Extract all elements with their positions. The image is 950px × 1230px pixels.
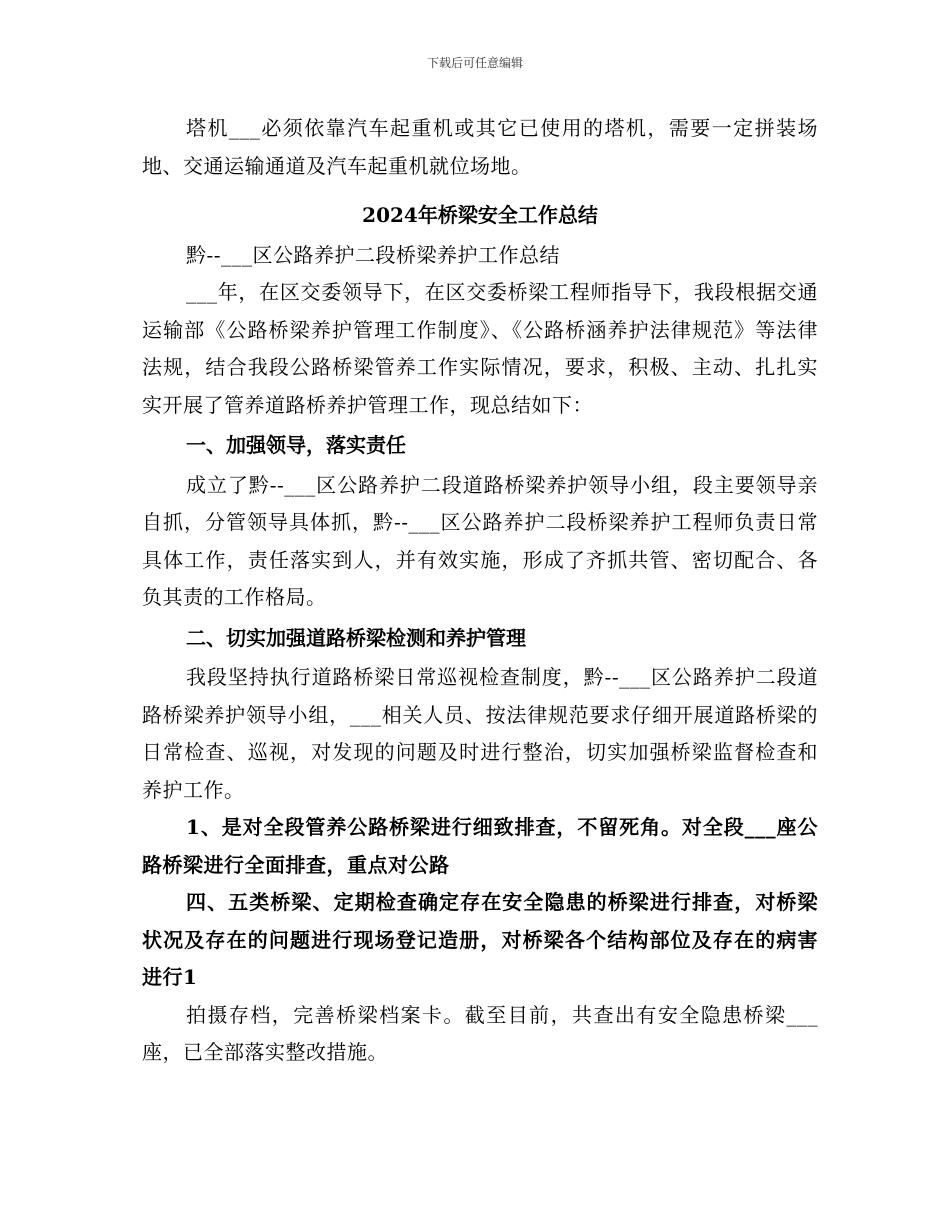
document-body <box>142 110 818 1072</box>
paragraph-intro: ___年，在区交委领导下，在区交委桥梁工程师指导下，我段根据交通运输部《公路桥梁养护管理工作制度》、《公路桥涵养护法律规范》等法律法规，结合我段公路桥梁管养工作实际情况，要求，积极、主动、扎扎实实开展了管养道路桥养护管理工作，现总结如下： <box>142 280 818 417</box>
paragraph-leadership: 成立了黔--___区公路养护二段道路桥梁养护领导小组，段主要领导亲自抓，分管领导具体抓，黔--___区公路养护二段桥梁养护工程师负责日常具体工作，责任落实到人，并有效实施，形成了齐抓共管、密切配合、各负其责的工作格局。 <box>142 472 818 609</box>
paragraph-inspection: 我段坚持执行道路桥梁日常巡视检查制度，黔--___区公路养护二段道路桥梁养护领导小组，___相关人员、按法律规范要求仔细开展道路桥梁的日常检查、巡视，对发现的问题及时进行整治，切实加强桥梁监督检查和养护工作。 <box>142 665 818 802</box>
paragraph-tower-crane: 塔机___必须依靠汽车起重机或其它已使用的塔机，需要一定拼装场地、交通运输通道及汽车起重机就位场地。 <box>142 116 818 178</box>
section-heading-1: 一、加强领导，落实责任 <box>186 433 406 457</box>
document-title: 2024年桥梁安全工作总结 <box>362 203 598 227</box>
paragraph-archive: 拍摄存档，完善桥梁档案卡。截至目前，共查出有安全隐患桥梁___座，已全部落实整改措施。 <box>142 1002 818 1064</box>
page-header: 下载后可任意编辑 <box>426 56 523 70</box>
paragraph-item-4-5: 四、五类桥梁、定期检查确定存在安全隐患的桥梁进行排查，对桥梁状况及存在的问题进行现场登记造册，对桥梁各个结构部位及存在的病害进行1 <box>142 890 818 989</box>
section-heading-2: 二、切实加强道路桥梁检测和养护管理 <box>186 625 526 650</box>
subtitle-paragraph: 黔--___区公路养护二段桥梁养护工作总结 <box>186 242 561 267</box>
paragraph-item-1: 1、是对全段管养公路桥梁进行细致排查，不留死角。对全段___座公路桥梁进行全面排查，重点对公路 <box>142 815 818 877</box>
